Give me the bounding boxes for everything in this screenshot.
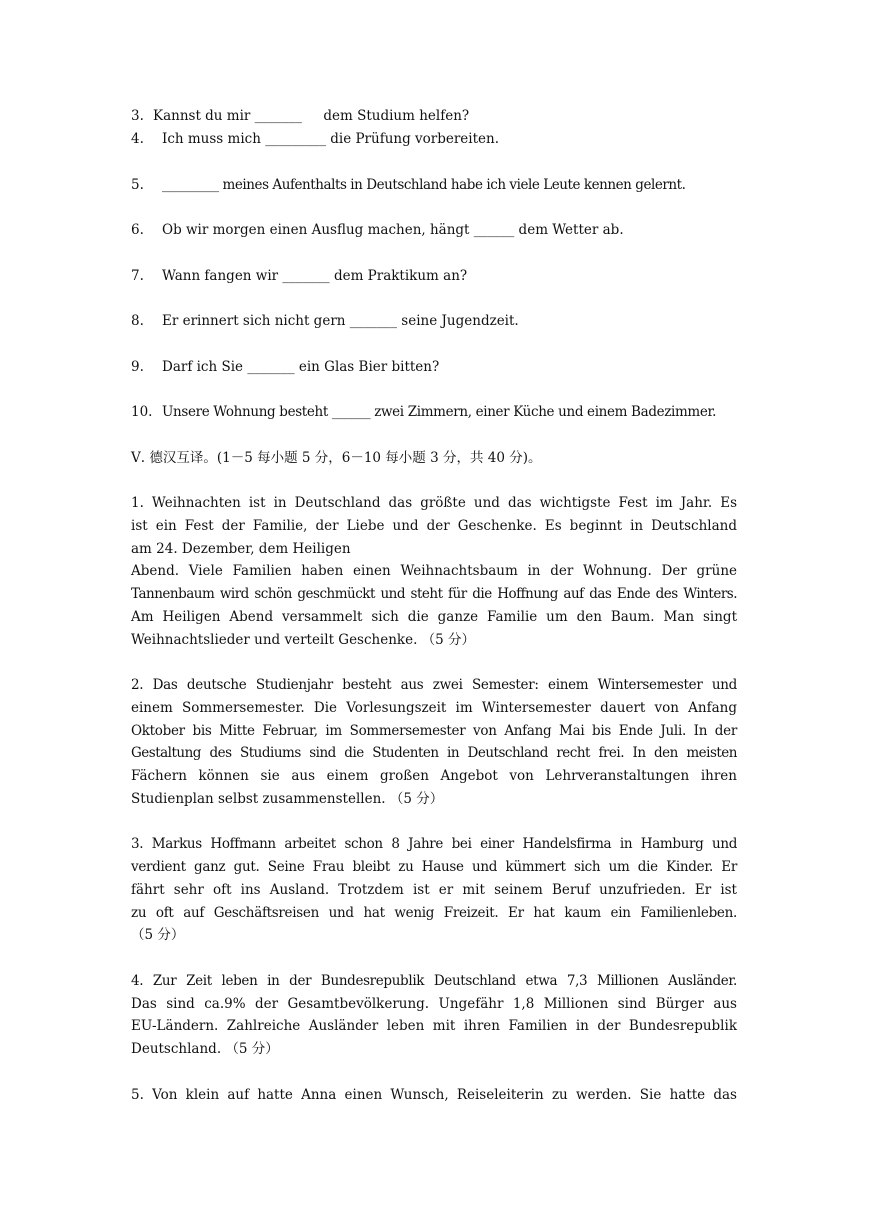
item-number: 7.: [131, 268, 144, 284]
passage-line: fährt sehr oft ins Ausland. Trotzdem ist er mit seinem Beruf unzufrieden. Er ist: [131, 882, 737, 898]
exercise-item-9: [131, 358, 737, 376]
passage-line: （5 分）: [131, 927, 185, 943]
passage-line: verdient ganz gut. Seine Frau bleibt zu Hause und kümmert sich um die Kinder. Er: [131, 859, 737, 875]
exercise-item-10: [131, 403, 737, 421]
exercise-item-4: [131, 130, 737, 148]
passage-line: am 24. Dezember, dem Heiligen: [131, 541, 351, 557]
item-text: Er erinnert sich nicht gern _______ seine Jugendzeit.: [162, 313, 519, 329]
passage-line: 4. Zur Zeit leben in der Bundesrepublik Deutschland etwa 7,3 Millionen Ausländer.: [131, 973, 737, 989]
item-text: Wann fangen wir _______ dem Praktikum an?: [162, 268, 468, 284]
exercise-item-5: [131, 176, 737, 194]
passage-line: Weihnachtslieder und verteilt Geschenke. （5 分）: [131, 632, 476, 648]
passage-line: 2. Das deutsche Studienjahr besteht aus zwei Semester: einem Wintersemester und: [131, 677, 737, 693]
passage-line: Tannenbaum wird schön geschmückt und steht für die Hoffnung auf das Ende des Winters.: [131, 586, 737, 602]
item-text: Ich muss mich _________ die Prüfung vorbereiten.: [162, 131, 500, 147]
exercise-item-3: [131, 107, 737, 125]
passage-line: Abend. Viele Familien haben einen Weihnachtsbaum in der Wohnung. Der grüne: [131, 563, 737, 579]
passage-line: 1. Weihnachten ist in Deutschland das größte und das wichtigste Fest im Jahr. Es: [131, 495, 737, 511]
passage-line: Gestaltung des Studiums sind die Studenten in Deutschland recht frei. In den meisten: [131, 745, 737, 761]
item-text: _________ meines Aufenthalts in Deutschland habe ich viele Leute kennen gelernt.: [162, 177, 686, 193]
passage-line: Fächern können sie aus einem großen Angebot von Lehrveranstaltungen ihren: [131, 768, 737, 784]
item-number: 8.: [131, 313, 144, 329]
passage-line: Am Heiligen Abend versammelt sich die ganze Familie um den Baum. Man singt: [131, 609, 737, 625]
item-number: 4.: [131, 131, 144, 147]
exercise-item-8: [131, 312, 737, 330]
passage-line: zu oft auf Geschäftsreisen und hat wenig Freizeit. Er hat kaum ein Familienleben.: [131, 905, 737, 921]
item-number: 3.: [131, 108, 144, 124]
section-heading: Ⅴ. 德汉互译。(1－5 每小题 5 分，6－10 每小题 3 分，共 40 分)。: [131, 450, 542, 466]
item-text: Darf ich Sie _______ ein Glas Bier bitten?: [162, 359, 440, 375]
passage-line: Oktober bis Mitte Februar, im Sommersemester von Anfang Mai bis Ende Juli. In der: [131, 723, 737, 739]
item-text: Ob wir morgen einen Ausflug machen, hängt ______ dem Wetter ab.: [162, 222, 624, 238]
passage-line: EU-Ländern. Zahlreiche Ausländer leben mit ihren Familien in der Bundesrepublik: [131, 1018, 737, 1034]
item-text: Unsere Wohnung besteht ______ zwei Zimmern, einer Küche und einem Badezimmer.: [162, 404, 717, 420]
passage-line: 5. Von klein auf hatte Anna einen Wunsch, Reiseleiterin zu werden. Sie hatte das: [131, 1087, 737, 1103]
item-number: 10.: [131, 404, 153, 420]
passage-line: Studienplan selbst zusammenstellen. （5 分）: [131, 791, 444, 807]
item-number: 6.: [131, 222, 144, 238]
item-text: Kannst du mir _______ dem Studium helfen?: [153, 108, 470, 124]
passage-line: Das sind ca.9% der Gesamtbevölkerung. Ungefähr 1,8 Millionen sind Bürger aus: [131, 996, 737, 1012]
exercise-item-7: [131, 267, 737, 285]
passage-line: Deutschland. （5 分）: [131, 1041, 279, 1057]
exercise-item-6: [131, 221, 737, 239]
passage-line: 3. Markus Hoffmann arbeitet schon 8 Jahre bei einer Handelsfirma in Hamburg und: [131, 836, 737, 852]
passage-line: ist ein Fest der Familie, der Liebe und der Geschenke. Es beginnt in Deutschland: [131, 518, 737, 534]
item-number: 9.: [131, 359, 144, 375]
item-number: 5.: [131, 177, 144, 193]
passage-line: einem Sommersemester. Die Vorlesungszeit im Wintersemester dauert von Anfang: [131, 700, 737, 716]
